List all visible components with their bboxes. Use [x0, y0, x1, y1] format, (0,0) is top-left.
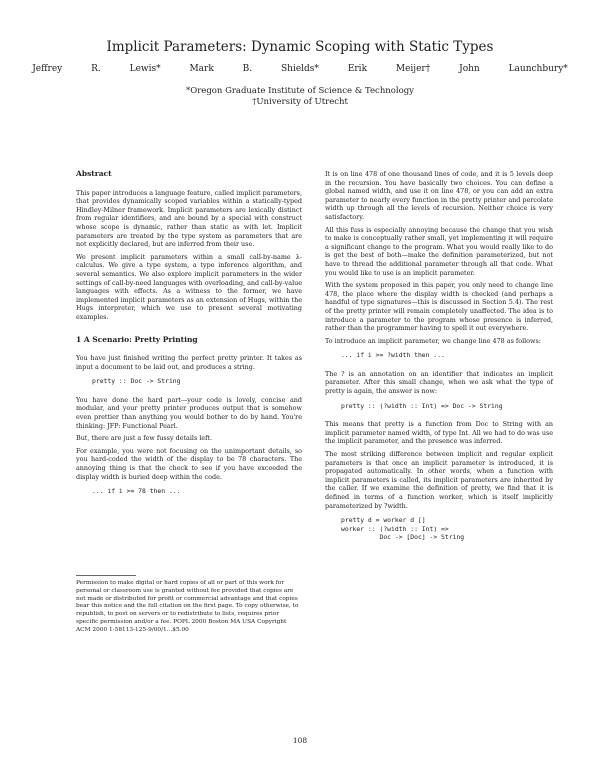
- abstract-paragraph: This paper introduces a language feature, called implicit parameters, that provides dynamically scoped variables within a statically-typed Hindley-Milner framework. Implicit parameters are lexically distinct from regular identifiers, and are bound by a special with construct whose scope is dynamic, rather than static as with let. Implicit parameters are treated by the type system as parameters that are not explicitly declared, but are inferred from their use.: [76, 188, 302, 249]
- footnote-rule: [76, 575, 136, 576]
- body-paragraph: To introduce an implicit parameter, we change line 478 as follows:: [325, 336, 541, 345]
- body-paragraph: This means that pretty is a function from Doc to String with an implicit parameter named width, of type Int. All we had to do was use the implicit parameter, and the presence was inferred.: [325, 420, 553, 446]
- body-paragraph: You have just finished writing the perfect pretty printer. It takes as input a document to be laid out, and produces a string.: [76, 354, 302, 371]
- author-name: John Launchbury*: [459, 64, 568, 74]
- author-name: Erik Meijer†: [347, 64, 431, 74]
- code-block: pretty :: Doc -> String: [92, 377, 181, 386]
- left-column: [76, 170, 302, 506]
- code-block: pretty d = worker d [] worker :: (?width :: Int) => Doc -> [Doc] -> String: [341, 516, 465, 542]
- body-paragraph: All this fuss is especially annoying because the change that you wish to make is conceptually rather small, yet implementing it will require a significant change to the program. What you would really like to do is get the best of both—make the definition parameterized, but not have to thread the additional parameter through all that code. What you would like to use is an implicit parameter.: [325, 225, 553, 277]
- body-paragraph: With the system proposed in this paper, you only need to change line 478, the place where the display width is checked (and perhaps a handful of type signatures—this is discussed in Section 5.4). The rest of the pretty printer will remain completely unaffected. The idea is to introduce a parameter to the program whose presence is inferred, rather than the programmer having to spell it out everywhere.: [325, 281, 553, 333]
- author-name: Mark B. Shields*: [189, 64, 319, 74]
- section-heading: 1 A Scenario: Pretty Printing: [76, 334, 198, 344]
- right-column: [325, 170, 553, 552]
- body-paragraph: But, there are just a few fussy details left.: [76, 434, 213, 443]
- copyright-footnote: Permission to make digital or hard copies of all or part of this work for personal or classroom use is granted without fee provided that copies are not made or distributed for profit or commercial advantage and that copies bear this notice and the full citation on the first page. To copy otherwise, to republish, to post on servers or to redistribute to lists, requires prior specific permission and/or a fee. POPL 2000 Boston MA USA Copyright ACM 2000 1-58113-125-9/00/1...$5.00: [76, 580, 299, 633]
- body-paragraph: You have done the hard part—your code is lovely, concise and modular, and your pretty printer produces output that is somehow even prettier than anything you would bother to do by hand. You're thinking: JFP: Functional Pearl.: [76, 395, 302, 430]
- abstract-heading: Abstract: [76, 169, 112, 178]
- affiliation: †University of Utrecht: [252, 97, 348, 107]
- affiliation: *Oregon Graduate Institute of Science & Technology: [186, 86, 414, 96]
- body-paragraph: It is on line 478 of one thousand lines of code, and it is 5 levels deep in the recursion. You have basically two choices. You can define a global named width, and use it on line 478, or you can add an extra parameter to nearly every function in the pretty printer and percolate width up through all the levels of recursion. Neither choice is very satisfactory.: [325, 170, 553, 221]
- code-block: pretty :: (?width :: Int) => Doc -> String: [341, 401, 503, 410]
- body-paragraph: For example, you were not focusing on the unimportant details, so you hard-coded the width of the display to be 78 characters. The annoying thing is that the check to see if you have exceeded the display width is buried deep within the code.: [76, 446, 302, 481]
- paper-title: Implicit Parameters: Dynamic Scoping with Static Types: [106, 39, 494, 55]
- code-block: ... if i >= ?width then ...: [341, 351, 445, 360]
- body-paragraph: The most striking difference between implicit and regular explicit parameters is that once an implicit parameter is introduced, it is propagated automatically. In other words, when a function with implicit parameters is called, its implicit parameters are inherited by the caller. If we examine the definition of pretty, we find that it is defined in terms of a function worker, which is itself implicitly parameterized by ?width.: [325, 450, 553, 510]
- code-block: ... if i >= 78 then ...: [92, 487, 181, 496]
- author-list: [0, 64, 600, 74]
- page-number: 108: [292, 736, 308, 745]
- abstract-paragraph: We present implicit parameters within a small call-by-name λ-calculus. We give a type system, a type inference algorithm, and several semantics. We also explore implicit parameters in the wider settings of call-by-need languages with overloading, and call-by-value languages with effects. As a witness to the former, we have implemented implicit parameters as an extension of Hugs, within the Hugs interpreter, which we use to present several motivating examples.: [76, 252, 303, 321]
- body-paragraph: The ? is an annotation on an identifier that indicates an implicit parameter. After this small change, when we ask what the type of pretty is again, the answer is now:: [325, 369, 553, 396]
- author-name: Jeffrey R. Lewis*: [32, 64, 161, 74]
